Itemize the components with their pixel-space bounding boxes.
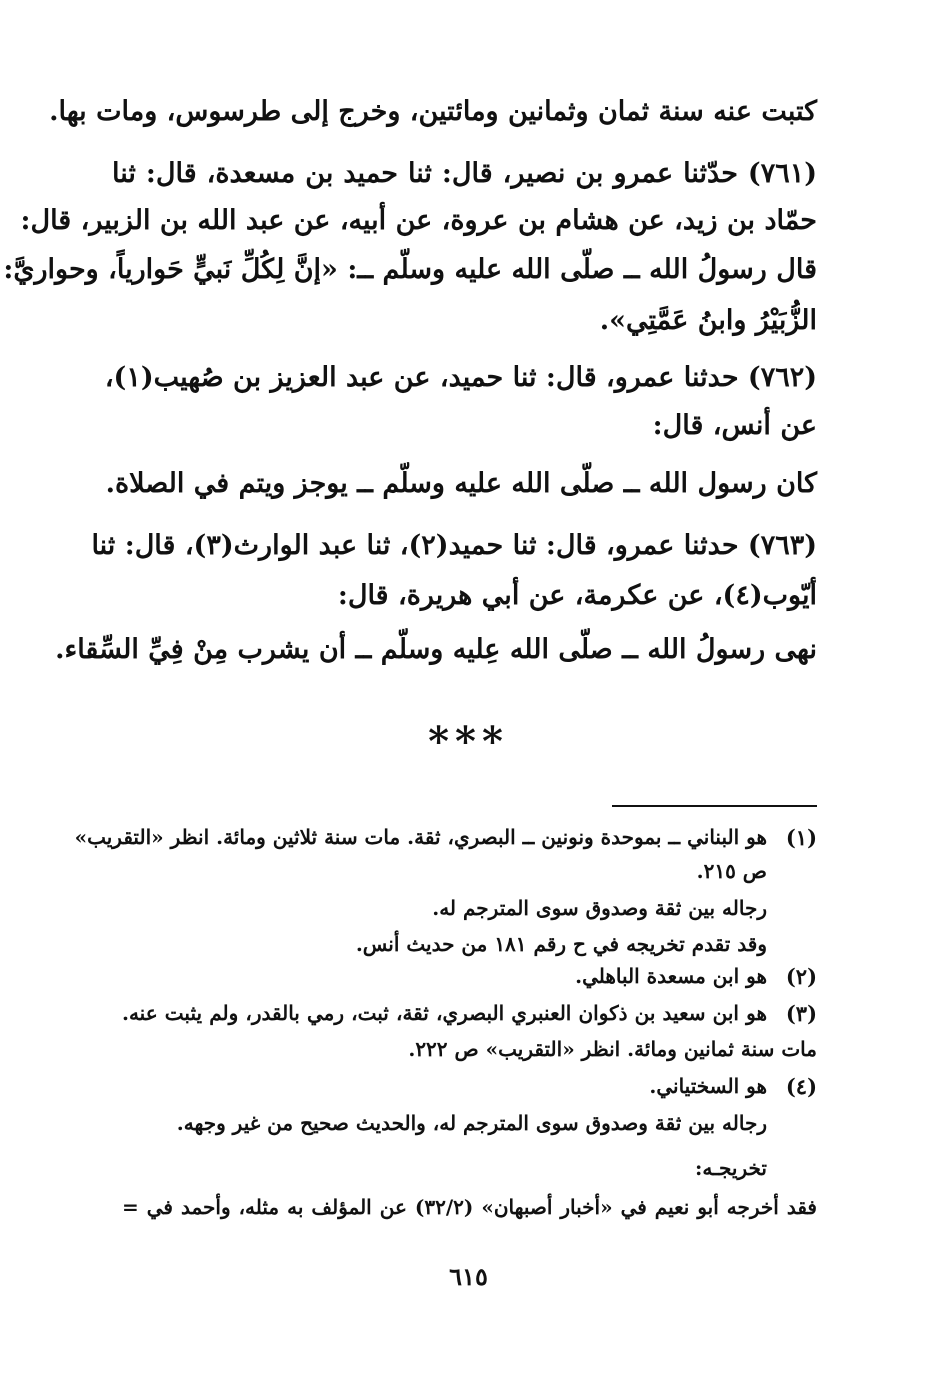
text-line: الزُّبَيْرُ وابنُ عَمَّتِي». — [599, 305, 817, 336]
footnote-text: هو السختياني. — [649, 1074, 767, 1098]
text-line: عن أنس، قال: — [652, 410, 817, 441]
hadith-763-line: (٧٦٣) حدثنا عمرو، قال: ثنا حميد(٢)، ثنا عبد الوارث(٣)، قال: ثنا — [91, 530, 817, 561]
footnote-heading: تخريجـه: — [695, 1156, 767, 1180]
footnote-number: (٤) — [785, 1074, 817, 1099]
hadith-762-line: (٧٦٢) حدثنا عمرو، قال: ثنا حميد، عن عبد العزيز بن صُهيب(١)، — [104, 362, 817, 393]
text-line: حمّاد بن زيد، عن هشام بن عروة، عن أبيه، عن عبد الله بن الزبير، قال: — [20, 205, 817, 236]
page-number: ٦١٥ — [449, 1262, 488, 1291]
text-line: قال رسولُ الله ــ صلّى الله عليه وسلّم ــ: «إنَّ لِكُلِّ نَبيٍّ حَوارياً، وحواريَّ: — [3, 254, 817, 285]
footnote-text: رجاله بين ثقة وصدوق سوى المترجم له. — [432, 896, 767, 920]
text-line: كان رسول الله ــ صلّى الله عليه وسلّم ــ يوجز ويتم في الصلاة. — [105, 468, 817, 499]
footnote-number: (١) — [785, 825, 817, 850]
text-line: أيّوب(٤)، عن عكرمة، عن أبي هريرة، قال: — [337, 580, 817, 611]
footnote-divider — [612, 805, 817, 807]
hadith-761-line: (٧٦١) حدّثنا عمرو بن نصير، قال: ثنا حميد بن مسعدة، قال: ثنا — [112, 158, 817, 189]
footnote-text: وقد تقدم تخريجه في ح رقم ١٨١ من حديث أنس. — [355, 932, 767, 956]
footnote-text: رجاله بين ثقة وصدوق سوى المترجم له، والحديث صحيح من غير وجهه. — [176, 1111, 767, 1135]
footnote-text: هو ابن مسعدة الباهلي. — [575, 964, 767, 988]
section-separator: *** — [428, 718, 509, 765]
footnote-text: هو البناني ــ بموحدة ونونين ــ البصري، ثقة. مات سنة ثلاثين ومائة. انظر «التقريب» — [74, 825, 767, 849]
footnote-text: ص ٢١٥. — [696, 859, 767, 883]
footnote-text: مات سنة ثمانين ومائة. انظر «التقريب» ص ٢٢٢. — [408, 1037, 817, 1061]
text-line: نهى رسولُ الله ــ صلّى الله عِليه وسلّم ــ أن يشرب مِنْ فِيِّ السِّقاء. — [55, 634, 817, 665]
footnote-text: فقد أخرجه أبو نعيم في «أخبار أصبهان» (٣٢/٢) عن المؤلف به مثله، وأحمد في = — [122, 1195, 817, 1219]
footnote-number: (٢) — [785, 964, 817, 989]
footnote-number: (٣) — [785, 1001, 817, 1026]
footnote-text: هو ابن سعيد بن ذكوان العنبري البصري، ثقة، ثبت، رمي بالقدر، ولم يثبت عنه. — [122, 1001, 767, 1025]
text-line: كتبت عنه سنة ثمان وثمانين ومائتين، وخرج إلى طرسوس، ومات بها. — [49, 96, 817, 127]
